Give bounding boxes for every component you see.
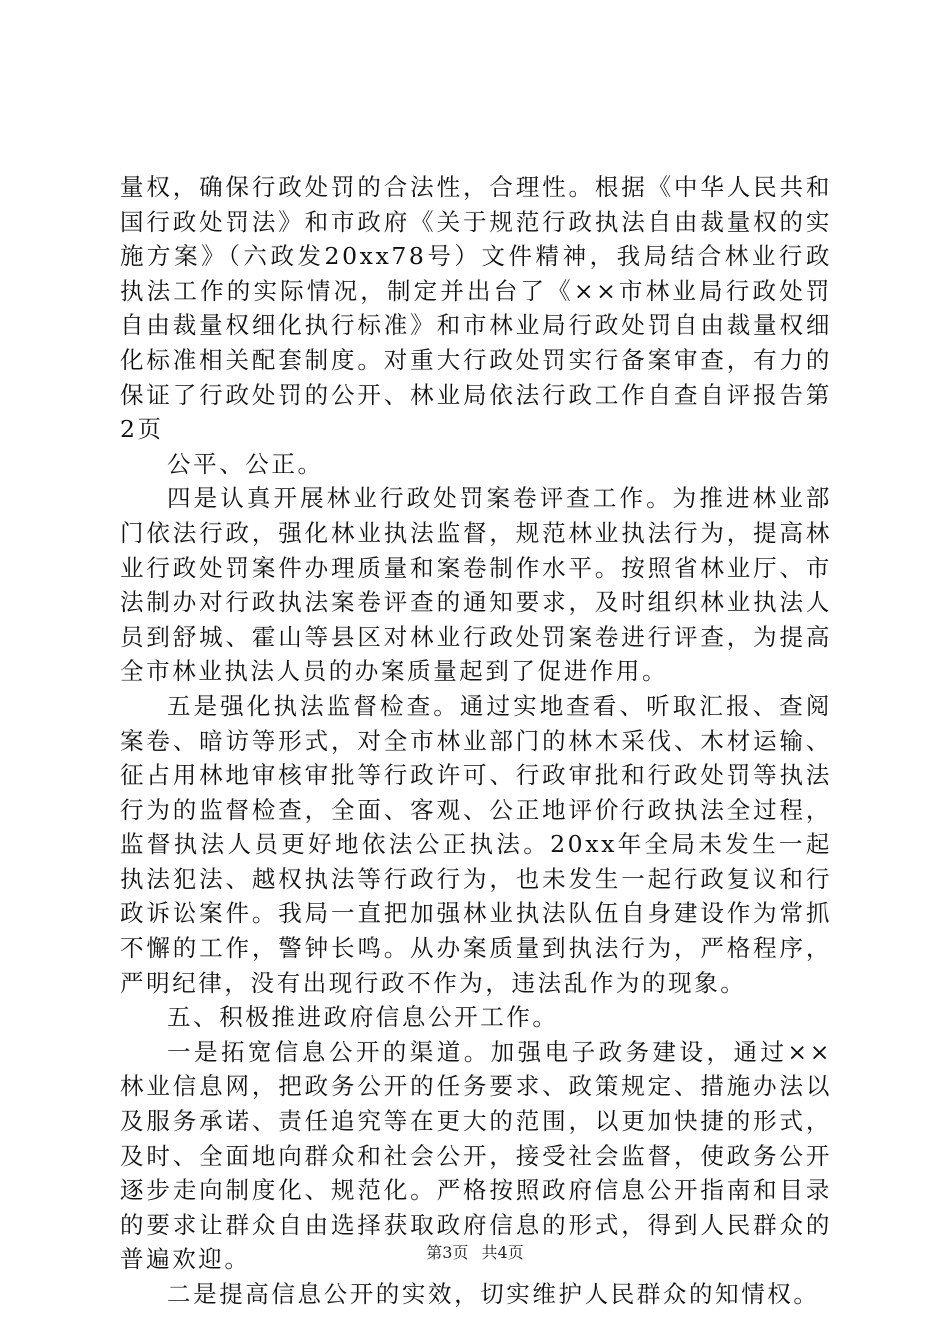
paragraph-supervision: 五是强化执法监督检查。通过实地查看、听取汇报、查阅案卷、暗访等形式，对全市林业部门的林木采伐、木材运输、征占用林地审核审批等行政许可、行政审批和行政处罚等执法行为的监督检查，全面、客观、公正地评价行政执法全过程，监督执法人员更好地依法公正执法。20xx年全局未发生一起执法犯法、越权执法等行政行为，也未发生一起行政复议和行政诉讼案件。我局一直把加强林业执法队伍自身建设作为常抓不懈的工作，警钟长鸣。从办案质量到执法行为，严格程序，严明纪律，没有出现行政不作为，违法乱作为的现象。 (120, 691, 832, 997)
paragraph-case-review: 四是认真开展林业行政处罚案卷评查工作。为推进林业部门依法行政，强化林业执法监督，规范林业执法行为，提高林业行政处罚案件办理质量和案卷制作水平。按照省林业厅、市法制办对行政执法案卷评查的通知要求，及时组织林业执法人员到舒城、霍山等县区对林业行政处罚案卷进行评查，为提高全市林业执法人员的办案质量起到了促进作用。 (120, 484, 832, 686)
section-heading-info-disclosure: 五、积极推进政府信息公开工作。 (167, 1003, 559, 1032)
paragraph-continuation: 量权，确保行政处罚的合法性，合理性。根据《中华人民共和国行政处罚法》和市政府《关于规范行政执法自由裁量权的实施方案》（六政发20xx78号）文件精神，我局结合林业行政执法工作的实际情况，制定并出台了《××市林业局行政处罚自由裁量权细化执行标准》和市林业局行政处罚自由裁量权细化标准相关配套制度。对重大行政处罚实行备案审查，有力的保证了行政处罚的公开、林业局依法行政工作自查自评报告第2页 (120, 173, 832, 444)
page-number-current: 第3页 (426, 1243, 469, 1262)
page-footer (0, 1243, 950, 1263)
paragraph-fairness: 公平、公正。 (167, 449, 324, 478)
page-number-total: 共4页 (481, 1243, 524, 1262)
document-body (120, 170, 832, 1312)
paragraph-disclosure-channels: 一是拓宽信息公开的渠道。加强电子政务建设，通过××林业信息网，把政务公开的任务要求、政策规定、措施办法以及服务承诺、责任追究等在更大的范围，以更加快捷的形式，及时、全面地向群众和社会公开，接受社会监督，使政务公开逐步走向制度化、规范化。严格按照政府信息公开指南和目录的要求让群众自由选择获取政府信息的形式，得到人民群众的普遍欢迎。 (120, 1037, 832, 1274)
paragraph-disclosure-effectiveness: 二是提高信息公开的实效，切实维护人民群众的知情权。 (167, 1280, 820, 1308)
